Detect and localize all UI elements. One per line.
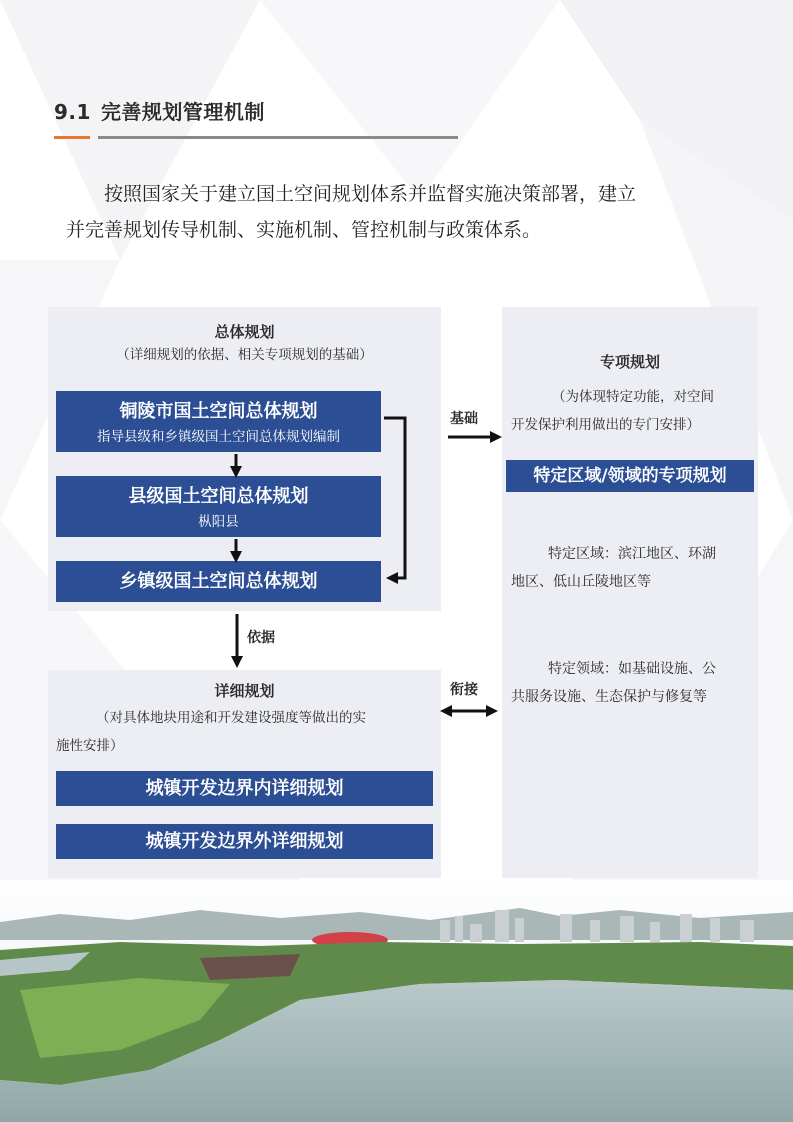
overall-plan-subtitle: （详细规划的依据、相关专项规划的基础） [116,347,373,363]
city-plan-label: 铜陵市国土空间总体规划 [119,401,318,422]
title-accent-bar [54,136,90,139]
intro-line-1: 按照国家关于建立国土空间规划体系并监督实施决策部署，建立 [104,183,637,205]
county-plan-box [56,476,381,537]
overall-plan-title: 总体规划 [214,323,275,341]
inside-boundary-label: 城镇开发边界内详细规划 [145,778,344,799]
special-plan-subtitle-2: 开发保护利用做出的专门安排） [511,417,700,433]
city-plan-sub: 指导县级和乡镇级国土空间总体规划编制 [97,429,340,445]
landscape-photo [0,880,793,1122]
page-title [54,96,265,125]
inside-boundary-box [56,771,433,806]
city-plan-box [56,391,381,452]
outside-boundary-label: 城镇开发边界外详细规划 [145,831,344,852]
special-plan-box [506,460,754,492]
intro-line-2: 并完善规划传导机制、实施机制、管控机制与政策体系。 [66,219,542,241]
special-field-line-1: 特定领域：如基础设施、公 [548,661,716,677]
detail-plan-title: 详细规划 [214,682,275,700]
special-plan-box-label: 特定区域/领域的专项规划 [533,466,727,486]
special-area-line-2: 地区、低山丘陵地区等 [511,574,651,590]
special-area-line-1: 特定区域：滨江地区、环湖 [548,546,716,562]
town-plan-label: 乡镇级国土空间总体规划 [119,571,318,592]
detail-plan-subtitle-2: 施性安排） [56,738,124,754]
town-plan-box [56,561,381,602]
section-title: 完善规划管理机制 [100,100,265,124]
county-plan-label: 县级国土空间总体规划 [128,486,309,507]
special-plan-title: 专项规划 [599,353,660,371]
special-plan-subtitle-1: （为体现特定功能，对空间 [552,389,714,405]
county-plan-sub: 枞阳县 [198,514,239,530]
outside-boundary-box [56,824,433,859]
basis-label: 基础 [450,411,478,427]
title-underline [98,136,458,139]
foundation-label: 依据 [247,630,275,646]
detail-plan-panel [48,670,441,878]
link-label: 衔接 [450,682,478,698]
intro-paragraph [66,176,716,248]
overall-plan-panel [48,307,441,611]
section-number: 9.1 [54,100,91,124]
detail-plan-subtitle-1: （对具体地块用途和开发建设强度等做出的实 [96,710,366,726]
special-field-line-2: 共服务设施、生态保护与修复等 [511,689,707,705]
special-plan-panel [502,307,758,878]
